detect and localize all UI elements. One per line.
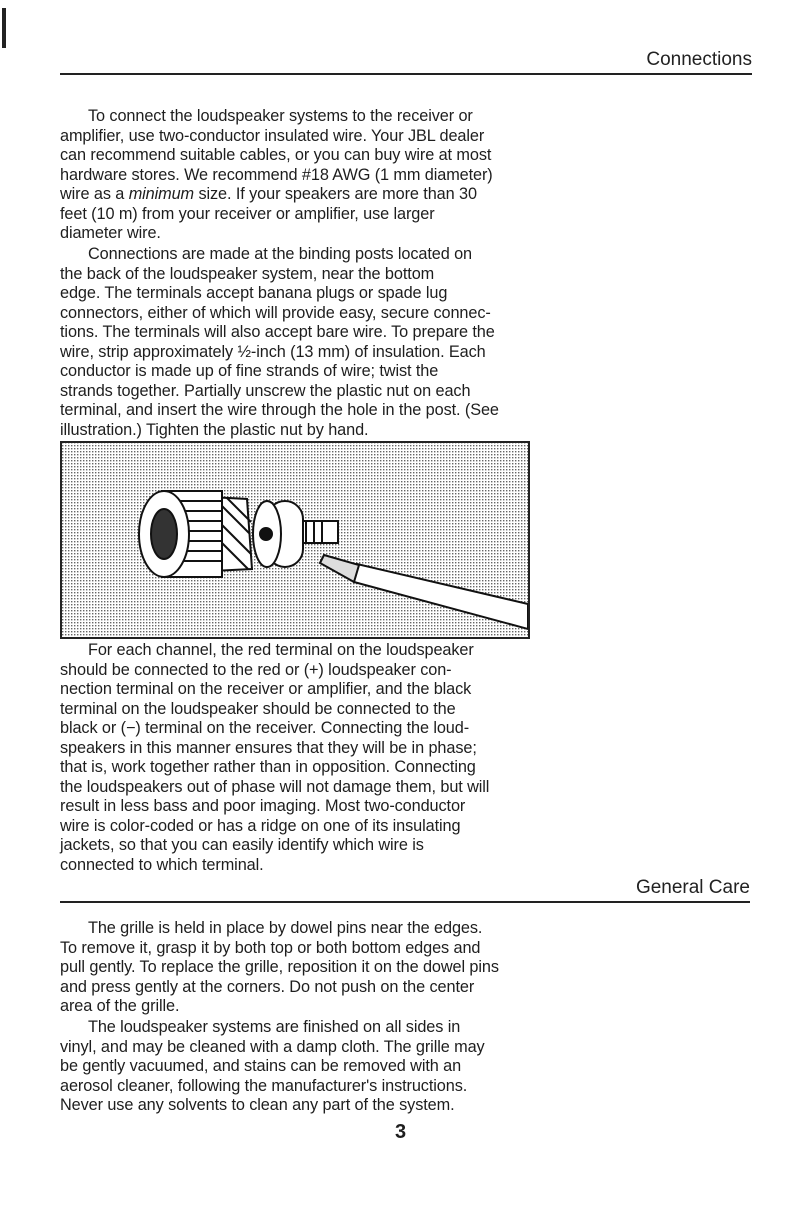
text-line: jackets, so that you can easily identify which wire is (60, 836, 424, 854)
text-line: illustration.) Tighten the plastic nut by hand. (60, 420, 369, 439)
text-line: and press gently at the corners. Do not push on the center (60, 977, 475, 996)
text-line: area of the grille. (60, 997, 180, 1015)
text-line: Connections are made at the binding posts located on (88, 245, 473, 263)
text-line: edge. The terminals accept banana plugs or spade lug (60, 284, 448, 302)
text-line: Never use any solvents to clean any part of the system. (60, 1096, 455, 1114)
text-line: The grille is held in place by dowel pins near the edges. (88, 919, 483, 937)
text-line: For each channel, the red terminal on the loudspeaker (88, 641, 474, 659)
text-line (60, 185, 540, 205)
text-line: connected to which terminal. (60, 855, 264, 874)
section-rule (60, 901, 750, 903)
text-line: diameter wire. (60, 224, 161, 242)
section-rule (60, 73, 752, 75)
text-line: aerosol cleaner, following the manufacturer's instructions. (60, 1076, 468, 1095)
text-line: can recommend suitable cables, or you can buy wire at most (60, 146, 492, 164)
text-line: the loudspeakers out of phase will not damage them, but will (60, 777, 490, 796)
binding-post-drawing (62, 443, 528, 637)
text-line: feet (10 m) from your receiver or amplifier, use larger (60, 204, 435, 223)
text-line: should be connected to the red or (+) loudspeaker con- (60, 660, 452, 679)
text-line: conductor is made up of fine strands of wire; twist the (60, 362, 439, 380)
text-line: vinyl, and may be cleaned with a damp cloth. The grille may (60, 1037, 485, 1056)
text-line: pull gently. To replace the grille, reposition it on the dowel pins (60, 958, 499, 976)
text-line: the back of the loudspeaker system, near the bottom (60, 264, 435, 283)
text-line: connectors, either of which will provide easy, secure connec- (60, 303, 491, 322)
connections-paragraph-2 (60, 245, 540, 440)
text-line: terminal on the loudspeaker should be connected to the (60, 699, 456, 718)
text-line: wire, strip approximately ½-inch (13 mm) of insulation. Each (60, 342, 486, 361)
care-paragraph-2 (60, 1018, 540, 1116)
text-line: To connect the loudspeaker systems to the receiver or (88, 107, 473, 125)
section-heading-general-care: General Care (635, 877, 750, 898)
text-line: speakers in this manner ensures that they will be in phase; (60, 738, 477, 757)
emphasis-text: minimum (128, 185, 195, 203)
text: size. If your speakers are more than 30 (194, 185, 477, 203)
text-line: strands together. Partially unscrew the plastic nut on each (60, 381, 471, 400)
text-line: wire is color-coded or has a ridge on one of its insulating (60, 816, 461, 835)
text-line: amplifier, use two-conductor insulated wire. Your JBL dealer (60, 126, 485, 145)
text-line: To remove it, grasp it by both top or both bottom edges and (60, 938, 481, 957)
page-number: 3 (395, 1121, 407, 1143)
text-line: nection terminal on the receiver or amplifier, and the black (60, 680, 472, 698)
text-line: terminal, and insert the wire through the hole in the post. (See (60, 401, 499, 419)
scan-mark (2, 8, 6, 48)
text-line: tions. The terminals will also accept bare wire. To prepare the (60, 323, 495, 341)
connections-paragraph-3 (60, 641, 540, 875)
text: wire as a (60, 185, 129, 203)
text-line: that is, work together rather than in opposition. Connecting (60, 758, 476, 776)
text-line: black or (−) terminal on the receiver. Connecting the loud- (60, 719, 470, 737)
text-line: result in less bass and poor imaging. Most two-conductor (60, 797, 466, 815)
text-line: be gently vacuumed, and stains can be removed with an (60, 1057, 462, 1075)
connections-paragraph-1 (60, 107, 540, 244)
section-heading-connections: Connections (646, 49, 752, 70)
text-line: The loudspeaker systems are finished on all sides in (88, 1018, 461, 1036)
text-line: hardware stores. We recommend #18 AWG (1 mm diameter) (60, 165, 493, 184)
binding-post-illustration (60, 441, 530, 639)
care-paragraph-1 (60, 919, 540, 1017)
